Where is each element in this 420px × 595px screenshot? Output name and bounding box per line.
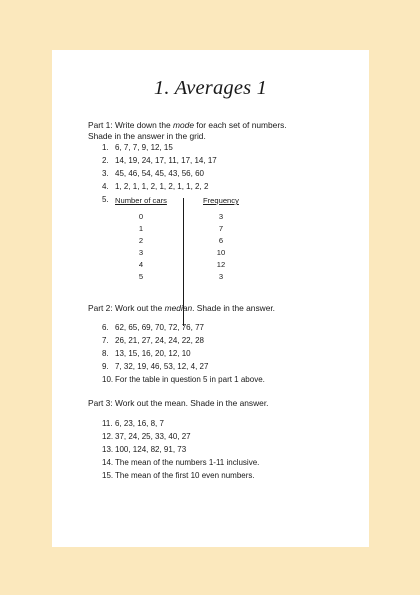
table-cell-cars: 5 [138,272,144,281]
page-title: 1. Averages 1 [153,77,268,99]
question-1: 1. 6, 7, 7, 9, 12, 15 [102,143,173,152]
question-12: 12. 37, 24, 25, 33, 40, 27 [102,432,191,441]
question-11: 11. 6, 23, 16, 8, 7 [102,419,164,428]
question-14: 14. The mean of the numbers 1-11 inclusive. [102,458,260,467]
question-6: 6. 62, 65, 69, 70, 72, 76, 77 [102,323,204,332]
part2-heading-text-end: . Shade in the answer. [192,303,275,313]
table-cell-cars: 3 [138,248,144,257]
table-cell-cars: 1 [138,224,144,233]
table-cell-cars: 2 [138,236,144,245]
table-cell-frequency: 10 [216,248,226,257]
part1-heading-emphasis: mode [173,120,194,130]
table-cell-frequency: 6 [218,236,224,245]
question-2: 2. 14, 19, 24, 17, 11, 17, 14, 17 [102,156,217,165]
part1-heading-line2: Shade in the answer in the grid. [88,131,206,141]
table-header-frequency: Frequency [203,196,239,205]
question-10: 10. For the table in question 5 in part 1 above. [102,375,265,384]
question-5: 5. [102,195,109,204]
table-cell-cars: 4 [138,260,144,269]
part1-heading-text: Part 1: Write down the [88,120,174,130]
part1-heading-text-end: for each set of numbers. [193,120,287,130]
table-cell-cars: 0 [138,212,144,221]
table-cell-frequency: 7 [218,224,224,233]
part2-heading [88,303,358,314]
table-cell-frequency: 12 [216,260,226,269]
table-cell-frequency: 3 [218,212,224,221]
part2-heading-text: Part 2: Work out the [88,303,165,313]
question-15: 15. The mean of the first 10 even numbers. [102,471,255,480]
table-cell-frequency: 3 [218,272,224,281]
part3-heading: Part 3: Work out the mean. Shade in the answer. [88,398,269,408]
question-13: 13. 100, 124, 82, 91, 73 [102,445,187,454]
question-7: 7. 26, 21, 27, 24, 24, 22, 28 [102,336,204,345]
worksheet-page [52,50,369,547]
question-8: 8. 13, 15, 16, 20, 12, 10 [102,349,191,358]
question-3: 3. 45, 46, 54, 45, 43, 56, 60 [102,169,204,178]
question-4: 4. 1, 2, 1, 1, 2, 1, 2, 1, 1, 2, 2 [102,182,209,191]
question-9: 9. 7, 32, 19, 46, 53, 12, 4, 27 [102,362,209,371]
part1-heading [88,120,358,142]
part2-heading-emphasis: median [164,303,193,313]
table-header-cars: Number of cars [115,196,167,205]
